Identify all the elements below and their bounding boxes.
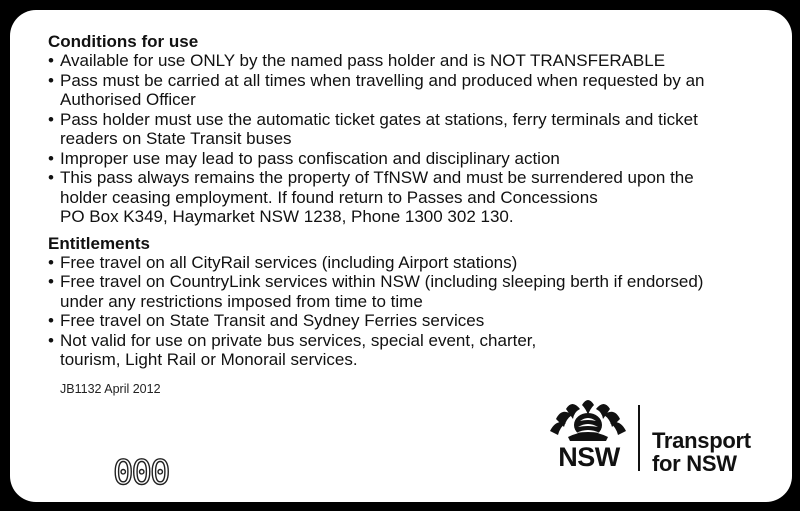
- condition-item: • This pass always remains the property of TfNSW and must be surrendered upon the holder ceasing employment. If found return to Passes and Concessions PO Box K349, Haymarket NSW 1238, Phone 1300 302 130.: [48, 168, 758, 227]
- transport-for-nsw-wordmark: Transport for NSW: [652, 428, 751, 476]
- logo-divider: [638, 405, 640, 471]
- document-reference: JB1132 April 2012: [60, 381, 161, 396]
- nsw-wordmark: NSW: [558, 442, 620, 472]
- entitlements-heading: Entitlements: [48, 233, 151, 253]
- serial-number: 000: [113, 453, 169, 493]
- terms-content: [48, 32, 758, 396]
- pass-card-back: [10, 10, 792, 502]
- transport-for-nsw-logo: [546, 397, 776, 477]
- entitlement-item: • Free travel on State Transit and Sydney Ferries services: [48, 311, 758, 331]
- entitlement-item: • Not valid for use on private bus services, special event, charter, tourism, Light Rail or Monorail services.: [48, 331, 758, 370]
- condition-item: • Pass must be carried at all times when travelling and produced when requested by an Authorised Officer: [48, 71, 758, 110]
- entitlement-item: • Free travel on all CityRail services (including Airport stations): [48, 253, 758, 273]
- waratah-icon: [546, 397, 630, 441]
- condition-item: • Pass holder must use the automatic ticket gates at stations, ferry terminals and ticket readers on State Transit buses: [48, 110, 758, 149]
- entitlement-item: • Free travel on CountryLink services within NSW (including sleeping berth if endorsed) under any restrictions imposed from time to time: [48, 272, 758, 311]
- conditions-list: [48, 51, 758, 227]
- entitlements-list: [48, 253, 758, 370]
- conditions-heading: Conditions for use: [48, 32, 199, 51]
- condition-item: • Improper use may lead to pass confiscation and disciplinary action: [48, 149, 758, 169]
- condition-item: • Available for use ONLY by the named pass holder and is NOT TRANSFERABLE: [48, 51, 758, 71]
